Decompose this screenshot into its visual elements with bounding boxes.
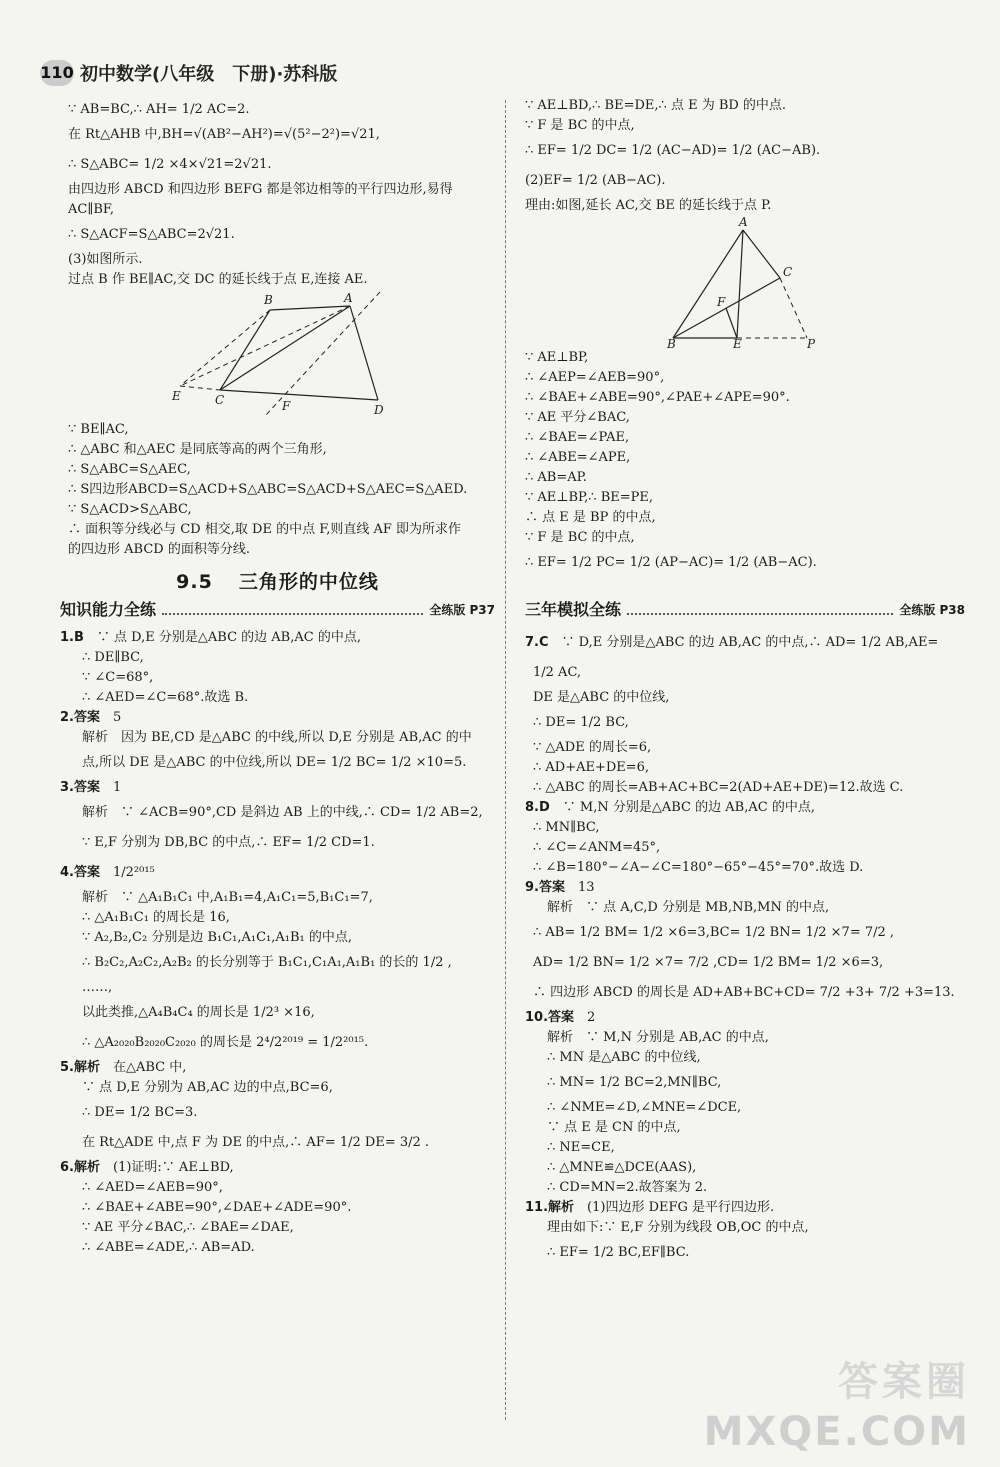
book-title: 初中数学(八年级 下册)·苏科版 — [80, 64, 338, 85]
fig-label-e: E — [733, 337, 742, 348]
item-label: 5.解析 — [60, 1060, 100, 1075]
section-name: 三角形的中位线 — [238, 571, 379, 593]
text-line: ∴ ∠AEP=∠AEB=90°, — [525, 370, 665, 385]
text-line: 解析 ∵ 点 A,C,D 分别是 MB,NB,MN 的中点, — [547, 900, 830, 915]
text-line: ∴ MN 是△ABC 的中位线, — [547, 1050, 701, 1065]
text-line: 的四边形 ABCD 的面积等分线. — [68, 542, 250, 557]
text-line: 解析 ∵ ∠ACB=90°,CD 是斜边 AB 上的中线,∴ CD= 1/2 AB=2, — [82, 805, 483, 820]
text-line: ∴ ∠ABE=∠ADE,∴ AB=AD. — [82, 1240, 255, 1255]
item-answer: 5 — [113, 710, 122, 725]
text-line: ∵ ∠C=68°, — [82, 670, 154, 685]
text-line: 理由:如图,延长 AC,交 BE 的延长线于点 P. — [525, 198, 772, 213]
text-line: ∵ M,N 分别是△ABC 的边 AB,AC 的中点, — [562, 800, 815, 815]
item-label: 8.D — [525, 800, 550, 815]
text-line: ∴ AB= 1/2 BM= 1/2 ×6=3,BC= 1/2 BN= 1/2 ×7= 7/2 , — [533, 925, 895, 940]
answer-item — [525, 798, 965, 818]
fig-label-p: P — [807, 337, 816, 348]
text-line: ∴ MN= 1/2 BC=2,MN∥BC, — [547, 1075, 722, 1090]
text-line: ∵ AE⊥BD,∴ BE=DE,∴ 点 E 为 BD 的中点. — [525, 98, 787, 113]
text-line: ∴ △A₁B₁C₁ 的周长是 16, — [82, 910, 230, 925]
text-line: 在△ABC 中, — [113, 1060, 187, 1075]
text-line: ∴ △ABC 的周长=AB+AC+BC=2(AD+AE+DE)=12.故选 C. — [533, 780, 904, 795]
band-ref: 全练版 P38 — [899, 603, 965, 617]
answer-item — [60, 708, 495, 728]
text-line: ∴ ∠NME=∠D,∠MNE=∠DCE, — [547, 1100, 742, 1115]
text-line: 以此类推,△A₄B₄C₄ 的周长是 1/2³ ×16, — [82, 1005, 315, 1020]
text-line: 解析 因为 BE,CD 是△ABC 的中线,所以 D,E 分别是 AB,AC 的中 — [82, 730, 472, 745]
band-title: 知识能力全练 — [60, 600, 157, 619]
text-line: ∵ △ADE 的周长=6, — [533, 740, 652, 755]
text-line: ∵ AE⊥BP, — [525, 350, 589, 365]
text-line: ∴ 点 E 是 BP 的中点, — [525, 510, 656, 525]
section-number: 9.5 — [176, 571, 213, 593]
answer-item — [60, 628, 495, 648]
text-line: ∴ △MNE≌△DCE(AAS), — [547, 1160, 697, 1175]
text-line: ∵ A₂,B₂,C₂ 分别是边 B₁C₁,A₁C₁,A₁B₁ 的中点, — [82, 930, 353, 945]
band-ref: 全练版 P37 — [429, 603, 495, 617]
text-line: ∴ NE=CE, — [547, 1140, 615, 1155]
text-line: ∴ △ABC 和△AEC 是同底等高的两个三角形, — [68, 442, 327, 457]
item-label: 3.答案 — [60, 780, 100, 795]
text-line: 由四边形 ABCD 和四边形 BEFG 都是邻边相等的平行四边形,易得 — [68, 182, 453, 197]
text-line: ∴ S△ABC=S△AEC, — [68, 462, 191, 477]
answer-item — [60, 1158, 495, 1178]
text-line: ∵ AB=BC,∴ AH= 1/2 AC=2. — [68, 102, 250, 117]
text-line: ∵ S△ACD>S△ABC, — [68, 502, 192, 517]
item-label: 6.解析 — [60, 1160, 100, 1175]
watermark-cn: 答案圈 — [838, 1359, 970, 1405]
text-line: ∴ ∠AED=∠C=68°.故选 B. — [82, 690, 249, 705]
band-leader — [162, 613, 423, 615]
text-line: ∵ E,F 分别为 DB,BC 的中点,∴ EF= 1/2 CD=1. — [82, 835, 375, 850]
answer-item — [525, 628, 965, 658]
text-line: (3)如图所示. — [68, 252, 143, 267]
item-label: 7.C — [525, 635, 549, 650]
text-line: ∵ F 是 BC 的中点, — [525, 118, 635, 133]
item-label: 10.答案 — [525, 1010, 575, 1025]
text-line: ∴ EF= 1/2 DC= 1/2 (AC−AD)= 1/2 (AC−AB). — [525, 143, 821, 158]
text-line: ∵ AE 平分∠BAC, — [525, 410, 630, 425]
text-line: ∵ D,E 分别是△ABC 的边 AB,AC 的中点,∴ AD= 1/2 AB,AE= — [561, 635, 939, 650]
text-line: ∴ ∠ABE=∠APE, — [525, 450, 631, 465]
fig-label-e: E — [172, 389, 181, 403]
answer-item — [525, 878, 965, 898]
item-answer: 2 — [587, 1010, 596, 1025]
text-line: ∴ EF= 1/2 BC,EF∥BC. — [547, 1245, 690, 1260]
text-line: AC∥BF, — [68, 202, 115, 217]
band-leader — [627, 613, 893, 615]
page-header — [40, 56, 337, 90]
text-line: ∴ DE= 1/2 BC, — [533, 715, 629, 730]
text-line: ∴ ∠BAE=∠PAE, — [525, 430, 630, 445]
quadrilateral-figure — [60, 290, 495, 420]
item-label: 9.答案 — [525, 880, 565, 895]
item-label: 1.B — [60, 630, 84, 645]
fig-label-f: F — [717, 295, 726, 309]
text-line: (2)EF= 1/2 (AB−AC). — [525, 173, 666, 188]
column-divider — [505, 100, 506, 1420]
text-line: (1)证明:∵ AE⊥BD, — [113, 1160, 234, 1175]
text-line: 在 Rt△ADE 中,点 F 为 DE 的中点,∴ AF= 1/2 DE= 3/2 . — [82, 1135, 430, 1150]
text-line: ∵ 点 E 是 CN 的中点, — [547, 1120, 681, 1135]
item-answer: 13 — [578, 880, 595, 895]
fig-label-b: B — [264, 293, 273, 307]
text-line: 解析 ∵ M,N 分别是 AB,AC 的中点, — [547, 1030, 769, 1045]
answer-item — [60, 858, 495, 888]
text-line: ∴ AB=AP. — [525, 470, 587, 485]
exercise-band — [525, 600, 965, 620]
exercise-band — [60, 600, 495, 620]
text-line: ∴ CD=MN=2.故答案为 2. — [547, 1180, 708, 1195]
text-line: 解析 ∵ △A₁B₁C₁ 中,A₁B₁=4,A₁C₁=5,B₁C₁=7, — [82, 890, 373, 905]
left-column — [60, 100, 495, 1258]
fig-label-c: C — [215, 393, 225, 407]
text-line: ∴ 四边形 ABCD 的周长是 AD+AB+BC+CD= 7/2 +3+ 7/2 +3=13. — [533, 985, 955, 1000]
text-line: ∴ EF= 1/2 PC= 1/2 (AP−AC)= 1/2 (AB−AC). — [525, 555, 817, 570]
item-label: 11.解析 — [525, 1200, 575, 1215]
text-line: ∵ 点 D,E 分别是△ABC 的边 AB,AC 的中点, — [96, 630, 361, 645]
text-line: ∵ 点 D,E 分别为 AB,AC 边的中点,BC=6, — [82, 1080, 333, 1095]
text-line: ∴ S四边形ABCD=S△ACD+S△ABC=S△ACD+S△AEC=S△AED. — [68, 482, 468, 497]
fig-label-c: C — [783, 265, 793, 279]
text-line: ∵ F 是 BC 的中点, — [525, 530, 635, 545]
band-title: 三年模拟全练 — [525, 600, 622, 619]
fig-label-f: F — [282, 399, 291, 413]
watermark-url: MXQE.COM — [703, 1409, 970, 1455]
text-line: ∴ AD+AE+DE=6, — [533, 760, 650, 775]
answer-item — [60, 1058, 495, 1078]
text-line: 理由如下:∵ E,F 分别为线段 OB,OC 的中点, — [547, 1220, 809, 1235]
text-line: (1)四边形 DEFG 是平行四边形. — [587, 1200, 775, 1215]
section-title — [60, 572, 495, 592]
text-line: ……, — [82, 980, 113, 995]
text-line: AD= 1/2 BN= 1/2 ×7= 7/2 ,CD= 1/2 BM= 1/2 ×6=3, — [533, 955, 884, 970]
triangle-figure — [525, 216, 965, 348]
text-line: ∴ ∠BAE+∠ABE=90°,∠PAE+∠APE=90°. — [525, 390, 790, 405]
text-line: ∵ AE⊥BP,∴ BE=PE, — [525, 490, 654, 505]
answer-item — [525, 1198, 965, 1218]
item-answer: 1/2²⁰¹⁵ — [113, 865, 155, 880]
text-line: DE 是△ABC 的中位线, — [533, 690, 670, 705]
answer-item — [60, 778, 495, 798]
text-line: 点,所以 DE 是△ABC 的中位线,所以 DE= 1/2 BC= 1/2 ×10=5. — [82, 755, 467, 770]
text-line: ∴ △A₂₀₂₀B₂₀₂₀C₂₀₂₀ 的周长是 2⁴/2²⁰¹⁹ = 1/2²⁰¹⁵. — [82, 1035, 369, 1050]
fig-label-d: D — [374, 403, 384, 417]
text-line: ∴ S△ACF=S△ABC=2√21. — [68, 227, 235, 242]
fig-label-a: A — [739, 216, 748, 229]
text-line: 1/2 AC, — [533, 665, 582, 680]
text-line: ∴ DE∥BC, — [82, 650, 144, 665]
page-number: 110 — [40, 60, 74, 86]
fig-label-b: B — [667, 337, 676, 348]
text-line: ∵ BE∥AC, — [68, 422, 129, 437]
text-line: ∴ S△ABC= 1/2 ×4×√21=2√21. — [68, 157, 272, 172]
text-line: ∴ 面积等分线必与 CD 相交,取 DE 的中点 F,则直线 AF 即为所求作 — [68, 522, 462, 537]
answer-item — [525, 1008, 965, 1028]
text-line: 在 Rt△AHB 中,BH=√(AB²−AH²)=√(5²−2²)=√21, — [68, 127, 380, 142]
fig-label-a: A — [344, 291, 353, 305]
text-line: ∴ B₂C₂,A₂C₂,A₂B₂ 的长分别等于 B₁C₁,C₁A₁,A₁B₁ 的长的 1/2 , — [82, 955, 452, 970]
text-line: ∴ ∠BAE+∠ABE=90°,∠DAE+∠ADE=90°. — [82, 1200, 352, 1215]
text-line: ∵ AE 平分∠BAC,∴ ∠BAE=∠DAE, — [82, 1220, 294, 1235]
text-line: ∴ MN∥BC, — [533, 820, 600, 835]
item-answer: 1 — [113, 780, 122, 795]
text-line: ∴ ∠C=∠ANM=45°, — [533, 840, 661, 855]
text-line: ∴ DE= 1/2 BC=3. — [82, 1105, 198, 1120]
right-column — [525, 96, 965, 1268]
item-label: 4.答案 — [60, 865, 100, 880]
text-line: 过点 B 作 BE∥AC,交 DC 的延长线于点 E,连接 AE. — [68, 272, 368, 287]
text-line: ∴ ∠B=180°−∠A−∠C=180°−65°−45°=70°.故选 D. — [533, 860, 864, 875]
text-line: ∴ ∠AED=∠AEB=90°, — [82, 1180, 223, 1195]
item-label: 2.答案 — [60, 710, 100, 725]
